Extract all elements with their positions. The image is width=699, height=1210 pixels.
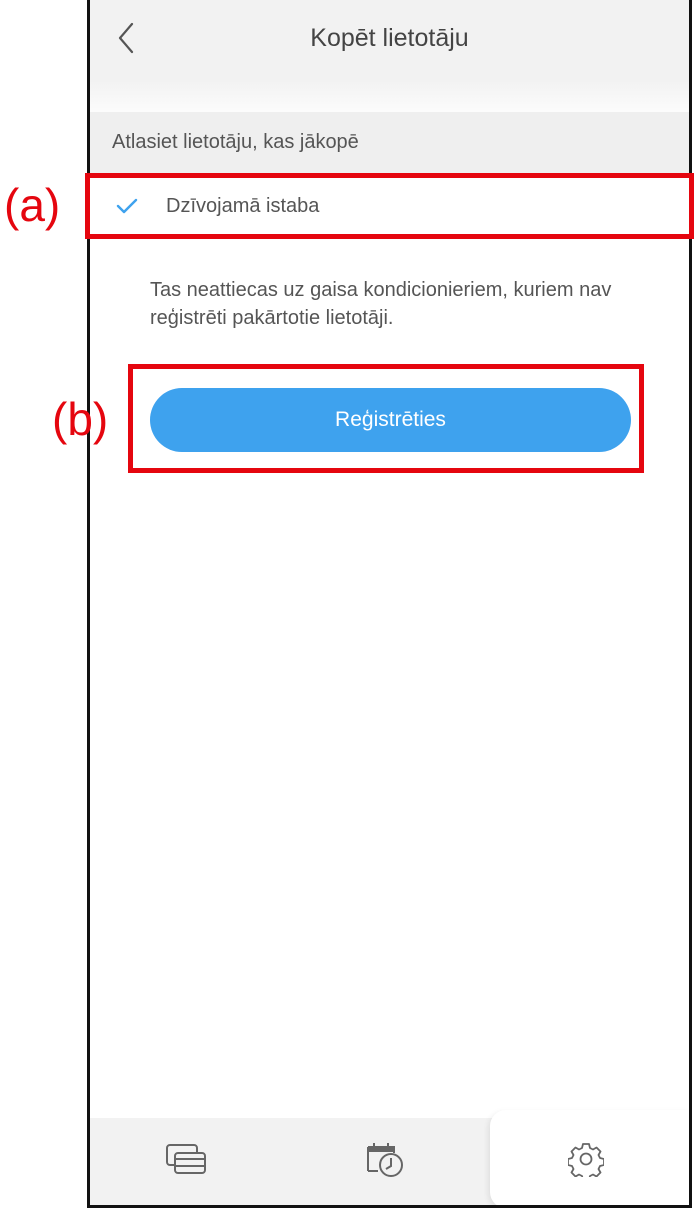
info-note: Tas neattiecas uz gaisa kondicionieriem, kuriem nav reģistrēti pakārtotie lietotāji.	[150, 279, 612, 329]
gear-icon	[568, 1141, 604, 1177]
section-label: Atlasiet lietotāju, kas jākopē	[90, 112, 689, 173]
annotation-label-b: (b)	[52, 393, 109, 445]
tab-bar	[90, 1118, 689, 1208]
tab-settings[interactable]	[556, 1132, 616, 1186]
header	[90, 0, 689, 112]
annotation-box-a	[85, 173, 694, 239]
user-list-item-label: Dzīvojamā istaba	[166, 195, 320, 217]
schedule-timer-icon	[364, 1139, 408, 1179]
tab-schedule[interactable]	[356, 1132, 416, 1186]
page-title: Kopēt lietotāju	[310, 24, 469, 52]
tab-devices[interactable]	[156, 1132, 216, 1186]
devices-icon	[164, 1142, 208, 1176]
register-button[interactable]: Reģistrēties	[150, 388, 631, 452]
annotation-box-b	[128, 364, 644, 473]
annotation-label-a: (a)	[4, 179, 61, 231]
